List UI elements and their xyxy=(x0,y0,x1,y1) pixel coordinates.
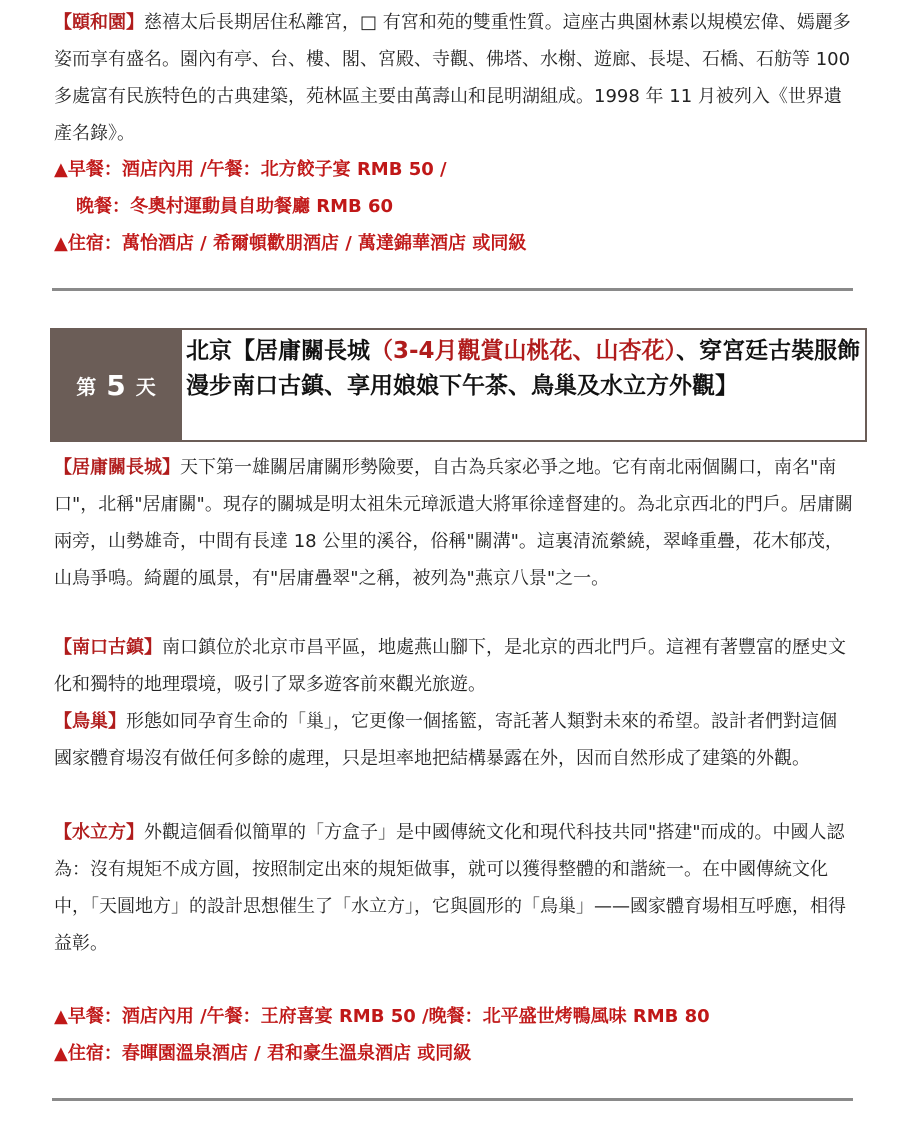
divider-bottom xyxy=(52,1098,853,1101)
birds-nest-text: 形態如同孕育生命的「巢」，它更像一個搖籃，寄託著人類對未來的希望。設計者們對這個國家體育場沒有做任何多餘的處理，只是坦率地把結構暴露在外，因而自然形成了建築的外觀。 xyxy=(54,711,837,769)
water-cube-text: 外觀這個看似簡單的「方盒子」是中國傳統文化和現代科技共同"搭建"而成的。中國人認為：沒有規矩不成方圓，按照制定出來的規矩做事，就可以獲得整體的和諧統一。在中國傳統文化中，「天圓地方」的設計思想催生了「水立方」，它與圓形的「鳥巢」——國家體育場相互呼應，相得益彰。 xyxy=(54,822,846,954)
nankou-heading: 【南口古鎮】 xyxy=(54,637,162,658)
day5-title-main: 北京【居庸關長城 xyxy=(186,338,370,364)
day5-hotel: ▲住宿：春暉園溫泉酒店 / 君和豪生溫泉酒店 或同級 xyxy=(54,1043,472,1064)
juyongguan-paragraph xyxy=(54,449,854,597)
nankou-text: 南口鎮位於北京市昌平區，地處燕山腳下，是北京的西北門戶。這裡有著豐富的歷史文化和獨特的地理環境，吸引了眾多遊客前來觀光旅遊。 xyxy=(54,637,846,695)
juyongguan-heading: 【居庸關長城】 xyxy=(54,457,180,478)
day4-meals-line1: ▲早餐：酒店內用 /午餐：北方餃子宴 RMB 50 / xyxy=(54,159,447,180)
day5-title-highlight: （3-4月觀賞山桃花、山杏花） xyxy=(370,338,677,364)
divider xyxy=(52,288,853,291)
birds-nest-heading: 【鳥巢】 xyxy=(54,711,126,732)
day5-title xyxy=(186,334,866,404)
day-number: 5 xyxy=(106,368,128,402)
summer-palace-paragraph xyxy=(54,4,854,152)
water-cube-paragraph xyxy=(54,814,854,962)
juyongguan-text: 天下第一雄關居庸關形勢險要，自古為兵家必爭之地。它有南北兩個關口，南名"南口"，北稱"居庸關"。現存的關城是明太祖朱元璋派遣大將軍徐達督建的。為北京西北的門戶。居庸關兩旁，山勢雄奇，中間有長達 18 公里的溪谷，俗稱"關溝"。這裏清流縈繞，翠峰重疊，花木郁茂，山鳥爭鳴。綺麗的風景，有"居庸疊翠"之稱，被列為"燕京八景"之一。 xyxy=(54,457,853,589)
day5-meals: ▲早餐：酒店內用 /午餐：王府喜宴 RMB 50 /晚餐：北平盛世烤鴨風味 RMB 80 xyxy=(54,1006,710,1027)
day-label-suffix: 天 xyxy=(135,374,158,399)
summer-palace-heading: 【頤和園】 xyxy=(54,12,144,33)
day5-header xyxy=(50,328,867,442)
day5-label xyxy=(52,330,182,440)
day4-meals-line2: 晚餐：冬奧村運動員自助餐廳 RMB 60 xyxy=(76,196,394,217)
birds-nest-paragraph xyxy=(54,703,854,777)
day4-hotel: ▲住宿：萬怡酒店 / 希爾頓歡朋酒店 / 萬達錦華酒店 或同級 xyxy=(54,233,527,254)
summer-palace-text: 慈禧太后長期居住私離宮，□ 有宮和苑的雙重性質。這座古典園林素以規模宏偉、嫣麗多姿而享有盛名。園內有亭、台、樓、閣、宮殿、寺觀、佛塔、水榭、遊廊、長堤、石橋、石舫等 100 多處富有民族特色的古典建築，苑林區主要由萬壽山和昆明湖組成。1998 年 11 月被列入《世界遺產名錄》。 xyxy=(54,12,851,144)
water-cube-heading: 【水立方】 xyxy=(54,822,144,843)
day-label-prefix: 第 xyxy=(76,374,99,399)
day5-title-rest: 、穿宮廷古裝服飾漫步南口古鎮、享用娘娘下午茶、鳥巢及水立方外觀】 xyxy=(186,338,861,399)
nankou-paragraph xyxy=(54,629,854,703)
